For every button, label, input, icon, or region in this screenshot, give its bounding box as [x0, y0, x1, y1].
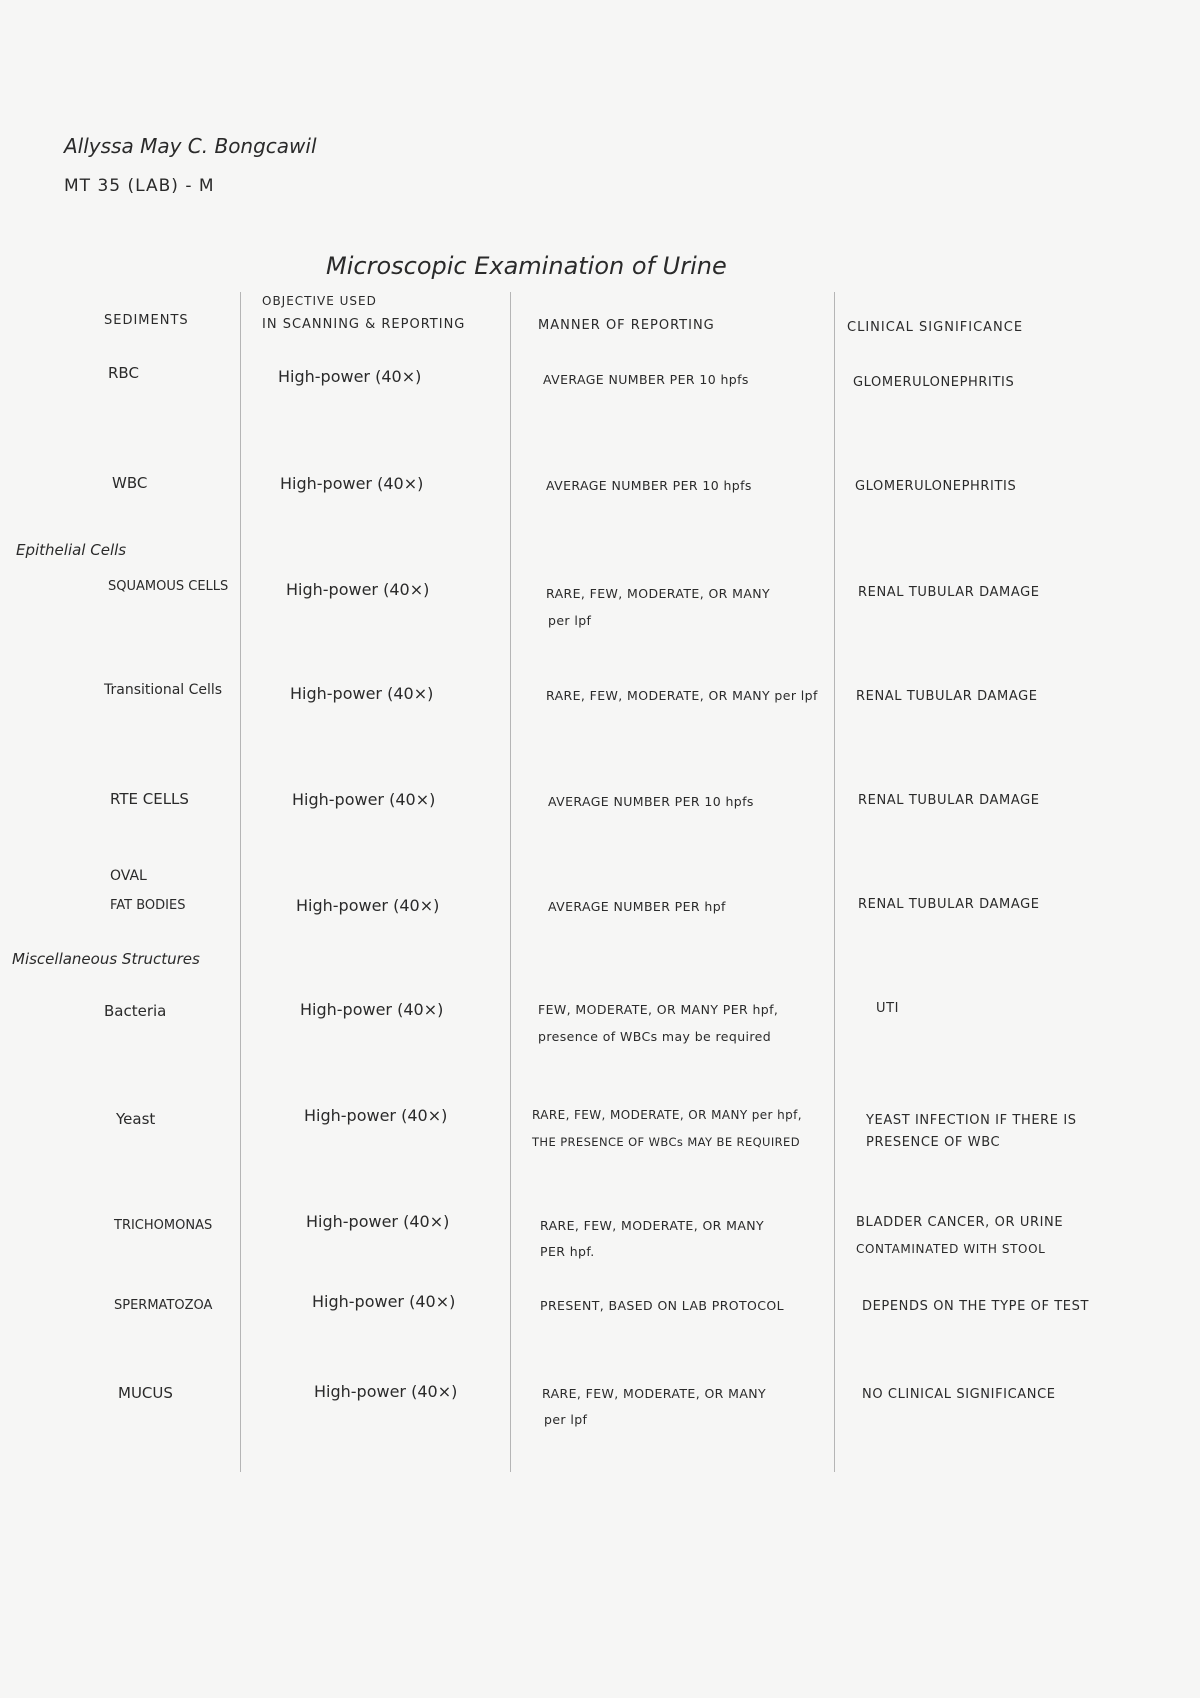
sediment-name: RBC — [108, 364, 139, 382]
reporting-manner: RARE, FEW, MODERATE, OR MANY — [546, 586, 771, 601]
clinical-significance: RENAL TUBULAR DAMAGE — [858, 585, 1040, 600]
reporting-manner: RARE, FEW, MODERATE, OR MANY — [540, 1218, 765, 1233]
sediment-name: Bacteria — [104, 1002, 167, 1020]
objective-used: High-power (40×) — [314, 1382, 458, 1401]
clinical-significance: RENAL TUBULAR DAMAGE — [856, 689, 1038, 704]
reporting-manner: RARE, FEW, MODERATE, OR MANY per lpf — [546, 688, 818, 703]
column-divider — [834, 292, 835, 1472]
clinical-significance: UTI — [876, 1001, 900, 1016]
column-divider — [510, 292, 511, 1472]
reporting-manner: PER hpf. — [540, 1244, 595, 1259]
reporting-manner: FEW, MODERATE, OR MANY PER hpf, — [538, 1002, 779, 1017]
clinical-significance: RENAL TUBULAR DAMAGE — [858, 897, 1040, 912]
reporting-manner: AVERAGE NUMBER PER 10 hpfs — [546, 478, 752, 493]
reporting-manner: THE PRESENCE OF WBCs MAY BE REQUIRED — [532, 1135, 800, 1149]
objective-used: High-power (40×) — [292, 790, 436, 809]
student-name: Allyssa May C. Bongcawil — [64, 134, 317, 158]
clinical-significance: GLOMERULONEPHRITIS — [855, 479, 1017, 494]
objective-used: High-power (40×) — [304, 1106, 448, 1125]
sediment-name: Yeast — [116, 1110, 156, 1128]
reporting-manner: PRESENT, BASED ON LAB PROTOCOL — [540, 1298, 785, 1313]
reporting-manner: AVERAGE NUMBER PER 10 hpfs — [543, 372, 749, 387]
objective-used: High-power (40×) — [280, 474, 424, 493]
clinical-significance: RENAL TUBULAR DAMAGE — [858, 793, 1040, 808]
reporting-manner: RARE, FEW, MODERATE, OR MANY per hpf, — [532, 1108, 802, 1122]
objective-used: High-power (40×) — [312, 1292, 456, 1311]
clinical-significance: PRESENCE OF WBC — [866, 1135, 1001, 1150]
course-label: MT 35 (LAB) - M — [64, 176, 215, 196]
page-title: Microscopic Examination of Urine — [326, 252, 727, 280]
column-divider — [240, 292, 241, 1472]
objective-used: High-power (40×) — [296, 896, 440, 915]
sediment-name-line1: OVAL — [110, 868, 147, 884]
reporting-manner: per lpf — [548, 613, 592, 628]
sediment-name: SPERMATOZOA — [114, 1298, 213, 1313]
section-miscellaneous-structures: Miscellaneous Structures — [12, 950, 200, 968]
objective-used: High-power (40×) — [286, 580, 430, 599]
objective-used: High-power (40×) — [278, 367, 422, 386]
clinical-significance: DEPENDS ON THE TYPE OF TEST — [862, 1299, 1090, 1314]
clinical-significance: CONTAMINATED WITH STOOL — [856, 1242, 1046, 1256]
reporting-manner: AVERAGE NUMBER PER 10 hpfs — [548, 794, 754, 809]
header-objective-line1: OBJECTIVE USED — [262, 294, 377, 308]
sediment-name: MUCUS — [118, 1384, 173, 1402]
reporting-manner: AVERAGE NUMBER PER hpf — [548, 899, 726, 914]
header-significance: CLINICAL SIGNIFICANCE — [847, 320, 1024, 335]
section-epithelial-cells: Epithelial Cells — [16, 541, 127, 559]
objective-used: High-power (40×) — [300, 1000, 444, 1019]
clinical-significance: BLADDER CANCER, OR URINE — [856, 1215, 1064, 1230]
header-sediments: SEDIMENTS — [104, 313, 189, 328]
reporting-manner: per lpf — [544, 1412, 588, 1427]
objective-used: High-power (40×) — [290, 684, 434, 703]
objective-used: High-power (40×) — [306, 1212, 450, 1231]
sediment-name: FAT BODIES — [110, 898, 186, 913]
sediment-name: Transitional Cells — [104, 682, 223, 698]
sediment-name: WBC — [112, 474, 148, 492]
sediment-name: SQUAMOUS CELLS — [108, 579, 229, 594]
reporting-manner: presence of WBCs may be required — [538, 1029, 772, 1044]
clinical-significance: YEAST INFECTION IF THERE IS — [866, 1113, 1077, 1128]
sediment-name: RTE CELLS — [110, 790, 189, 808]
clinical-significance: NO CLINICAL SIGNIFICANCE — [862, 1387, 1056, 1402]
header-manner: MANNER OF REPORTING — [538, 318, 715, 333]
header-objective-line2: IN SCANNING & REPORTING — [262, 317, 466, 332]
clinical-significance: GLOMERULONEPHRITIS — [853, 375, 1015, 390]
reporting-manner: RARE, FEW, MODERATE, OR MANY — [542, 1386, 767, 1401]
sediment-name: TRICHOMONAS — [114, 1218, 213, 1233]
